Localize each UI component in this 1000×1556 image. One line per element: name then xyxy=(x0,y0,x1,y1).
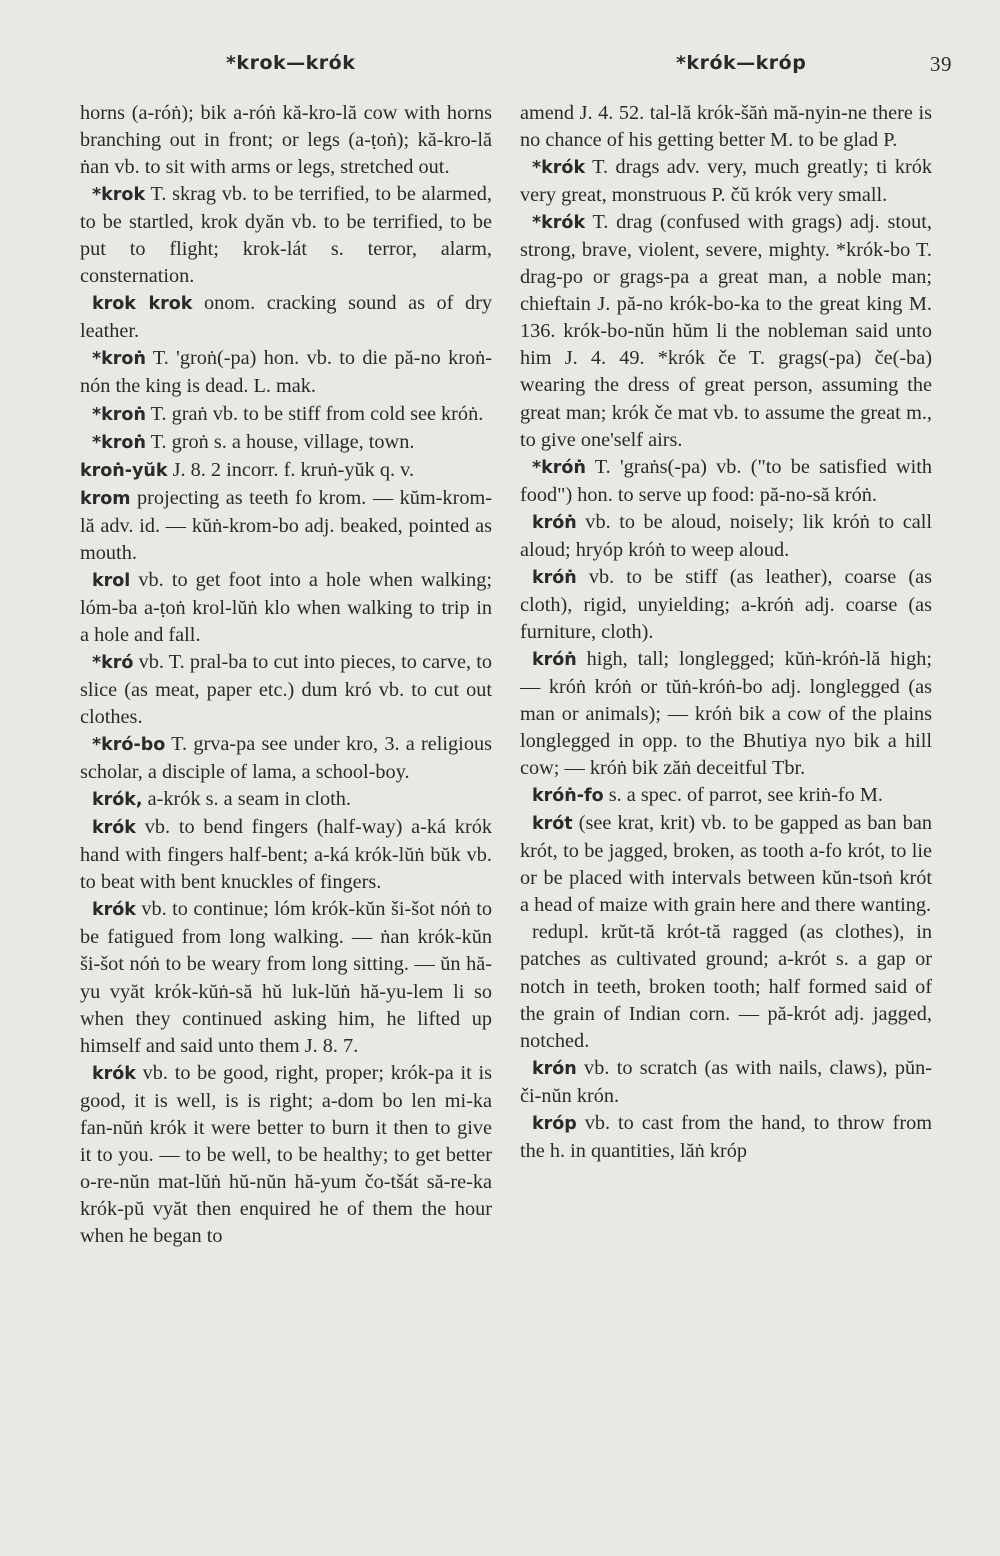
headword: króṅ-fo xyxy=(532,786,604,807)
definition: projecting as teeth fo krom. — kŭm-krom-lă adv. id. — kŭṅ-krom-bo adj. beaked, pointed as mouth. xyxy=(80,486,492,564)
definition: T. graṅ vb. to be stiff from cold see króṅ. xyxy=(145,402,484,425)
headword: *kroṅ xyxy=(92,432,146,453)
dictionary-entry xyxy=(80,649,492,731)
definition: vb. to scratch (as with nails, claws), pŭn-či-nŭn krón. xyxy=(520,1056,932,1107)
definition: s. a spec. of parrot, see kriṅ-fo M. xyxy=(603,784,883,807)
dictionary-entry xyxy=(80,290,492,345)
headword: *kroṅ xyxy=(92,404,146,425)
definition: T. groṅ s. a house, village, town. xyxy=(145,430,415,453)
definition: onom. cracking sound as of dry leather. xyxy=(80,292,492,343)
definition: vb. to continue; lóm krók-kŭn ši-šot nóṅ to be fatigued from long walking. — ṅan krók-kŭn ši-šot nóṅ to be weary from long sitting. — ŭn hă-yu vyăt krók-kŭṅ-să hŭ luk-lŭṅ hă-yu-lem li so when they continued asking him, he lifted up himself and said unto them J. 8. 7. xyxy=(80,898,492,1057)
definition: vb. to be aloud, noisely; lik króṅ to call aloud; hryóp króṅ to weep aloud. xyxy=(520,510,932,561)
headword: krom xyxy=(80,488,131,509)
definition: (see krat, krit) vb. to be gapped as ban ban krót, to be jagged, broken, as tooth a-fo krót, to lie or be placed with intervals between kŭn-tsoṅ krót a head of maize with grain here and there wanting. xyxy=(520,812,932,917)
headword: krók, xyxy=(92,790,143,811)
dictionary-entry xyxy=(80,401,492,429)
definition: T. drag (confused with grags) adj. stout, strong, brave, violent, severe, mighty. *krók-bo T. drag-po or grags-pa a great man, a noble man; chieftain J. pă-no krók-bo-ka to the great king M. 136. krók-bo-nŭn hŭm li the nobleman said unto him J. 4. 49. *krók če T. grags(-pa) če(-ba) wearing the dress of great person, assuming the great man; krók če mat vb. to assume the great m., to give one'self airs. xyxy=(520,211,932,451)
headword: *krók xyxy=(532,158,586,179)
left-running-head: *krok—krók xyxy=(226,52,356,74)
headword: *kró-bo xyxy=(92,735,166,756)
dictionary-entry xyxy=(80,786,492,814)
headword: króṅ xyxy=(532,649,577,670)
dictionary-entry xyxy=(520,810,932,919)
headword: *krók xyxy=(532,213,586,234)
dictionary-entry xyxy=(80,567,492,649)
dictionary-entry xyxy=(520,646,932,782)
left-column xyxy=(80,100,492,1250)
page-number: 39 xyxy=(930,52,952,76)
headword: kroṅ-yŭk xyxy=(80,460,168,481)
dictionary-entry xyxy=(80,181,492,290)
dictionary-entry xyxy=(520,919,932,1054)
definition: a-krók s. a seam in cloth. xyxy=(142,788,351,811)
dictionary-entry xyxy=(520,782,932,810)
definition: T. drags adv. very, much greatly; ti krók very great, monstruous P. čŭ krók very small. xyxy=(520,156,932,207)
dictionary-entry xyxy=(520,209,932,453)
headword: *kró xyxy=(92,652,134,673)
headword: krók xyxy=(92,818,136,839)
headword: krók xyxy=(92,900,136,921)
definition: vb. to cast from the hand, to throw from the h. in quantities, lăṅ króp xyxy=(520,1111,932,1162)
headword: króṅ xyxy=(532,567,577,588)
headword: krók xyxy=(92,1063,136,1084)
headword: *króṅ xyxy=(532,457,586,478)
definition: J. 8. 2 incorr. f. kruṅ-yŭk q. v. xyxy=(167,458,415,481)
definition: redupl. krŭt-tă krót-tă ragged (as clothes), in patches as cultivated ground; a-krót s. a gap or notch in teeth, broken tooth; half formed said of the grain of Indian corn. — pă-krót adj. jagged, notched. xyxy=(520,921,932,1052)
definition: vb. T. pral-ba to cut into pieces, to carve, to slice (as meat, paper etc.) dum kró vb. to cut out clothes. xyxy=(80,650,492,729)
headword: krón xyxy=(532,1058,577,1079)
entry-continuation: amend J. 4. 52. tal-lă krók-šăṅ mă-nyin-ne there is no chance of his getting better M. to be glad P. xyxy=(520,102,932,152)
headword: krol xyxy=(92,570,131,591)
dictionary-entry xyxy=(520,454,932,509)
definition: T. 'graṅs(-pa) vb. ("to be satisfied with food") hon. to serve up food: pă-no-să króṅ. xyxy=(520,455,932,506)
dictionary-entry xyxy=(80,896,492,1059)
definition: vb. to be good, right, proper; krók-pa it is good, it is well, is is right; a-dom bo len mi-ka fan-nŭṅ krók it were better to burn it then to give it to you. — to be well, to be healthy; to get better o-re-nŭn mat-lŭṅ hŭ-nŭn hă-yum čo-tšát să-re-ka krók-pŭ vyăt then enquired he of them the hour when he began to xyxy=(80,1061,492,1247)
headword: krót xyxy=(532,814,573,835)
entry-continuation: horns (a-róṅ); bik a-róṅ kă-kro-lă cow with horns branching out in front; or legs (a-ṭoṅ); kă-kro-lă ṅan vb. to sit with arms or legs, stretched out. xyxy=(80,102,492,179)
headword: króp xyxy=(532,1113,577,1134)
definition: T. skrag vb. to be terrified, to be alarmed, to be startled, krok dyăn vb. to be terrified, to be put to flight; krok-lát s. terror, alarm, consternation. xyxy=(80,183,492,288)
definition: vb. to be stiff (as leather), coarse (as cloth), rigid, unyielding; a-króṅ adj. coarse (as furniture, cloth). xyxy=(520,565,932,643)
definition: vb. to bend fingers (half-way) a-ká krók hand with fingers half-bent; a-ká krók-lŭṅ bŭk vb. to beat with bent knuckles of fingers. xyxy=(80,816,492,894)
definition: vb. to get foot into a hole when walking; lóm-ba a-ṭoṅ krol-lŭṅ klo when walking to trip in a hole and fall. xyxy=(80,568,492,646)
dictionary-entry xyxy=(520,1055,932,1110)
dictionary-entry xyxy=(80,814,492,896)
dictionary-entry xyxy=(80,345,492,400)
dictionary-entry xyxy=(80,485,492,567)
dictionary-entry xyxy=(80,731,492,786)
dictionary-entry xyxy=(80,457,492,485)
right-running-head: *krók—króp xyxy=(676,52,807,74)
page-header xyxy=(0,52,1000,84)
right-column xyxy=(520,100,932,1165)
definition: T. grva-pa see under kro, 3. a religious scholar, a disciple of lama, a school-boy. xyxy=(80,733,492,784)
dictionary-entry xyxy=(520,564,932,646)
dictionary-entry xyxy=(520,1110,932,1165)
headword: *krok xyxy=(92,185,146,206)
dictionary-entry xyxy=(80,429,492,457)
headword: krok krok xyxy=(92,294,193,315)
headword: króṅ xyxy=(532,512,577,533)
headword: *kroṅ xyxy=(92,349,146,370)
definition: high, tall; longlegged; kŭṅ-króṅ-lă high; — króṅ króṅ or tŭṅ-króṅ-bo adj. longlegged (as man or animals); — króṅ bik a cow of the plains longlegged in opp. to the Bhutiya nyo bik a hill cow; — króṅ bik zăṅ deceitful Tbr. xyxy=(520,647,932,780)
dictionary-entry xyxy=(520,509,932,564)
definition: T. 'groṅ(-pa) hon. vb. to die pă-no kroṅ-nón the king is dead. L. mak. xyxy=(80,347,492,398)
dictionary-entry xyxy=(520,154,932,209)
dictionary-entry xyxy=(80,1060,492,1250)
